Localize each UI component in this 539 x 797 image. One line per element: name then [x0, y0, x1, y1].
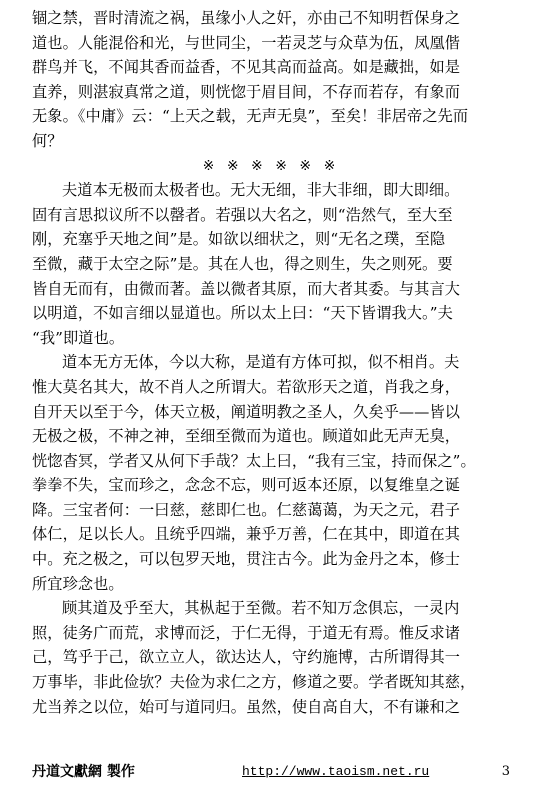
text-line: 何？	[32, 131, 63, 150]
text-line: 恍惚杳冥，学者又从何下手哉？太上曰，“我有三宝，持而保之”。	[32, 451, 476, 470]
text-line: 万事毕，非此俭欤？夫俭为求仁之方，修道之要。学者既知其慈，	[32, 673, 476, 692]
text-line: 无象。《中庸》云：“上天之载，无声无臭”，至矣！非居帝之先而	[32, 107, 469, 126]
text-line: 道也。人能混俗和光，与世同尘，一若灵芝与众草为伍，凤凰偕	[32, 33, 461, 52]
footer-url-link[interactable]: http://www.taoism.net.ru	[242, 764, 430, 779]
text-line: “我”即道也。	[32, 328, 125, 347]
page-footer	[32, 762, 510, 782]
text-line: 中。充之极之，可以包罗天地，贯注古今。此为金丹之本，修士	[32, 550, 461, 569]
body-text	[32, 6, 510, 719]
text-line: 己，笃乎于己，欲立立人，欲达达人，守约施博，古所谓得其一	[32, 648, 461, 667]
text-line: 体仁，足以长人。且统乎四端，兼乎万善，仁在其中，即道在其	[32, 525, 461, 544]
text-line: 降。三宝者何：一曰慈，慈即仁也。仁慈蔼蔼，为天之元，君子	[32, 500, 461, 519]
text-line: 皆自无而有，由微而著。盖以微者其原，而大者其委。与其言大	[32, 279, 461, 298]
text-line: 直养，则湛寂真常之道，则恍惚于眉目间，不存而若存，有象而	[32, 82, 461, 101]
text-line: 照，徒务广而荒，求博而泛，于仁无得，于道无有焉。惟反求诸	[32, 623, 461, 642]
text-line: 锢之禁，晋时清流之祸，虽缘小人之奸，亦由己不知明哲保身之	[32, 9, 461, 27]
text-line: 至微，藏于太空之际”是。其在人也，得之则生，失之则死。要	[32, 254, 453, 273]
text-line: 群鸟并飞，不闻其香而益香，不见其高而益高。如是藏拙，如是	[32, 58, 461, 77]
footer-credit: 丹道文獻網 製作	[32, 764, 135, 780]
text-line: 自开天以至于今，体天立极，阐道明教之圣人，久矣乎——皆以	[32, 402, 461, 421]
text-line: 拳拳不失，宝而珍之，念念不忘，则可返本还原，以复维皇之诞	[32, 476, 461, 495]
text-line: 以明道，不如言细以显道也。所以太上曰：“天下皆谓我大。”夫	[32, 304, 453, 323]
paragraph-first-line: 夫道本无极而太极者也。无大无细，非大非细，即大即细。	[62, 181, 460, 200]
page-number: 3	[501, 764, 510, 779]
paragraph-first-line: 顾其道及乎至大，其枞起于至微。若不知万念俱忘，一灵内	[62, 599, 460, 618]
paragraph-first-line: 道本无方无体，今以大称，是道有方体可拟，似不相肖。夫	[62, 353, 460, 372]
section-separator: ※ ※ ※ ※ ※ ※	[202, 157, 340, 174]
text-line: 尤当养之以位，始可与道同归。虽然，使自高自大，不有谦和之	[32, 697, 461, 716]
text-line: 无极之极，不神之神，至细至微而为道也。顾道如此无声无臭，	[32, 427, 461, 446]
text-line: 所宜珍念也。	[32, 574, 124, 593]
text-line: 惟大莫名其大，故不肖人之所谓大。若欲形天之道，肖我之身，	[32, 377, 461, 396]
text-line: 固有言思拟议所不以罄者。若强以大名之，则“浩然气，至大至	[32, 205, 453, 224]
text-line: 刚，充塞乎天地之间”是。如欲以细状之，则“无名之璞，至隐	[32, 230, 446, 249]
